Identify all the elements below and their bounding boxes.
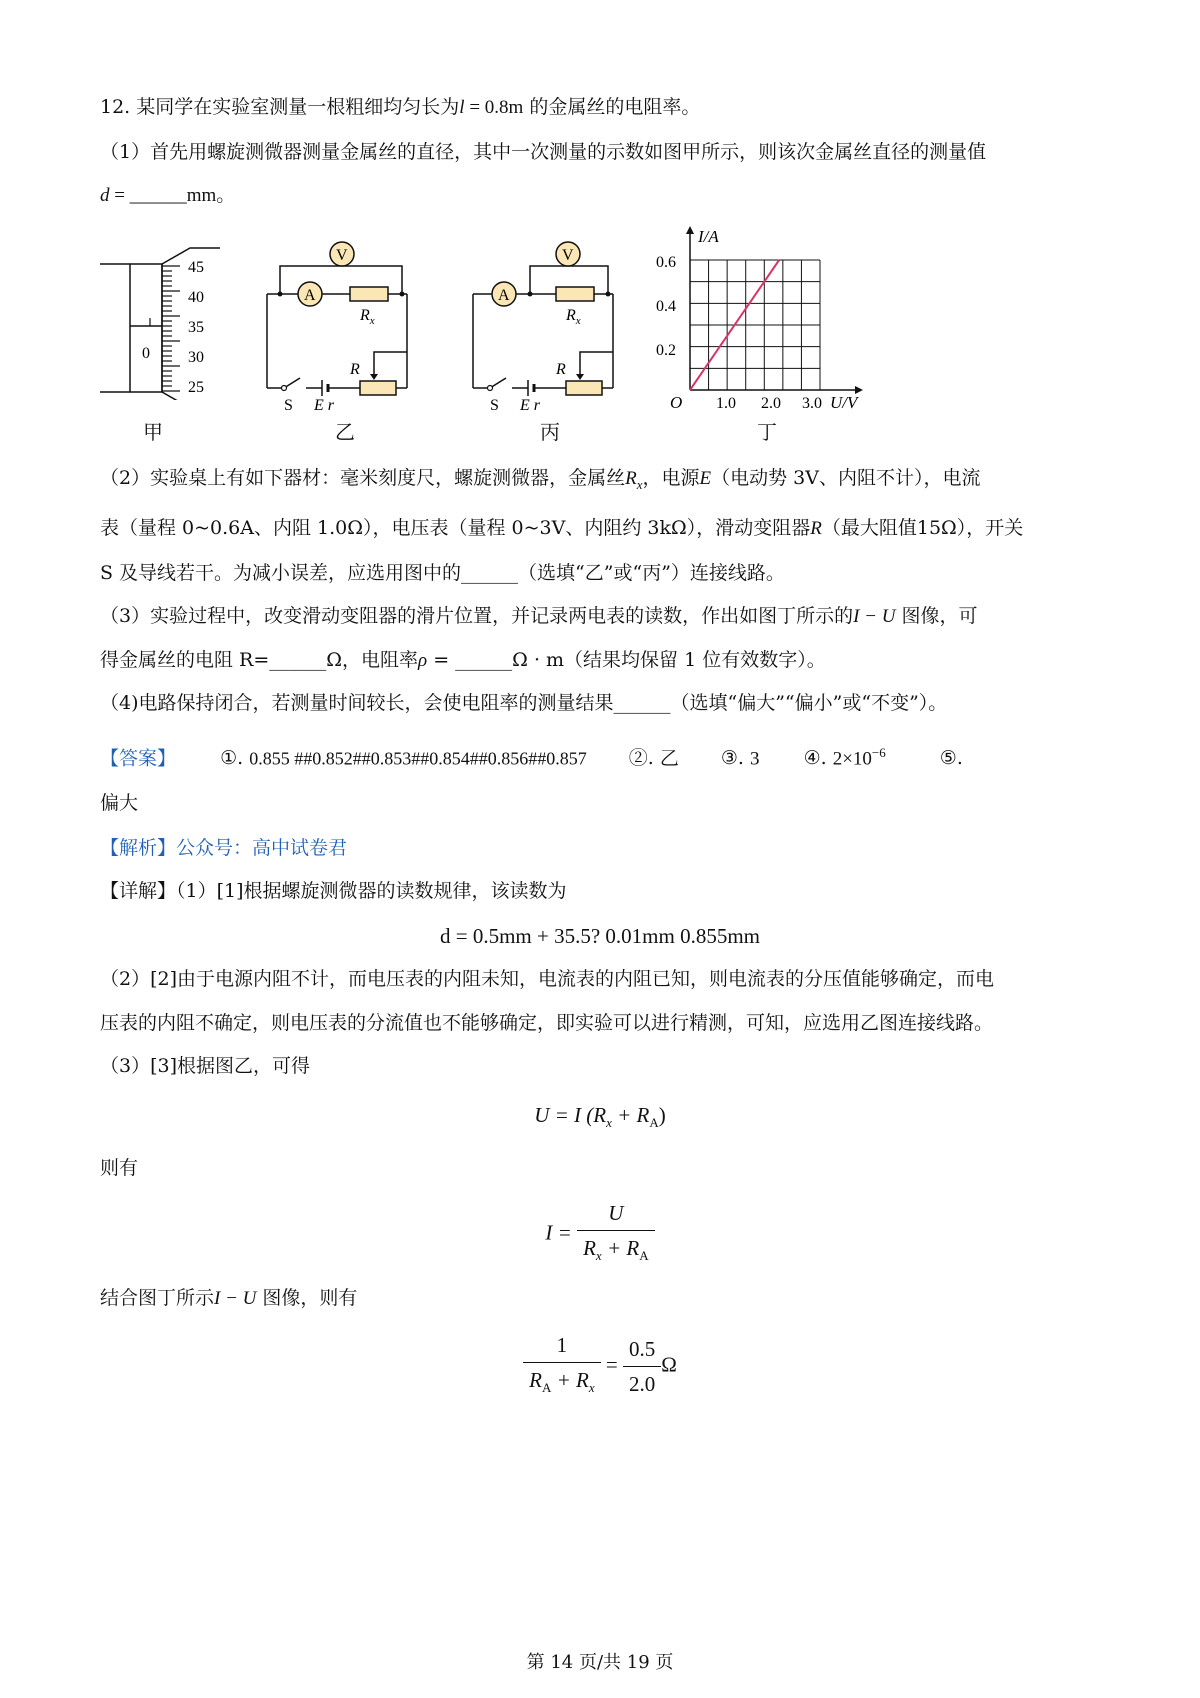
y-tick-label: 0.2 <box>656 342 676 359</box>
equation-4-rden: 2.0 <box>628 1372 656 1397</box>
combine-text: 结合图丁所示 <box>100 1287 215 1309</box>
den-part: + R <box>601 1236 640 1260</box>
equation-2-text: + R <box>611 1103 650 1127</box>
part3-text: 图像，可 <box>895 605 978 627</box>
tick-label: 30 <box>188 349 204 366</box>
equation-2-text: ) <box>658 1103 666 1127</box>
answer-mark: ⑤. <box>939 747 963 770</box>
part2-line2 <box>100 515 1023 542</box>
equation-2 <box>0 1102 1200 1136</box>
analysis-text: 公众号：高中试卷君 <box>176 837 348 859</box>
figure-label-bing: 丙 <box>540 420 560 444</box>
part2-text: （2）实验桌上有如下器材：毫米刻度尺，螺旋测微器，金属丝 <box>100 467 626 489</box>
den-part: R <box>583 1236 596 1260</box>
part2-text: 表（量程 0~0.6A、内阻 1.0Ω），电压表（量程 0~3V、内阻约 3kΩ），滑动变阻器 <box>100 517 811 539</box>
den-part: + R <box>551 1368 589 1392</box>
answer-2: 乙 <box>659 747 679 770</box>
equation-4-rnum: 0.5 <box>623 1334 661 1367</box>
figure-label-ding: 丁 <box>757 420 777 444</box>
detail-tag: 【详解】 <box>100 880 177 902</box>
rho-var: ρ <box>418 650 428 671</box>
diameter-var: d <box>100 185 110 206</box>
x-tick-label: 1.0 <box>716 395 736 412</box>
answer-4-exp: −6 <box>871 745 886 760</box>
den-sub: A <box>639 1248 649 1264</box>
equation-1-text: d = 0.5mm + 35.5? 0.01mm 0.855mm <box>439 924 760 948</box>
figure-label-jia: 甲 <box>143 420 163 444</box>
ammeter-label: A <box>498 287 510 304</box>
main-scale-zero: 0 <box>142 345 150 362</box>
answer-line <box>100 740 963 772</box>
detail-text: （1）[1]根据螺旋测微器的读数规律，该读数为 <box>176 880 567 902</box>
den-sub: x <box>595 1248 602 1264</box>
tick-label: 25 <box>188 379 204 396</box>
y-axis-label: I/A <box>698 227 719 246</box>
part1-line1: （1）首先用螺旋测微器测量金属丝的直径，其中一次测量的示数如图甲所示，则该次金属丝直径的测量值 <box>100 141 987 163</box>
analysis-tag: 【解析】 <box>100 837 177 859</box>
equation-4-num: 1 <box>523 1330 601 1363</box>
micrometer-figure <box>100 240 240 400</box>
analysis-line <box>100 835 347 861</box>
part3-line2 <box>100 647 826 674</box>
answer-tag: 【答案】 <box>100 747 177 770</box>
voltmeter-label: V <box>336 247 348 264</box>
origin-label: O <box>670 393 683 412</box>
equation-3-lhs: I = <box>545 1220 572 1245</box>
part2-text: （电动势 3V、内阻不计），电流 <box>711 467 981 489</box>
iu-graph-figure <box>650 222 880 417</box>
part3-text: 得金属丝的电阻 R=______Ω，电阻率 <box>100 649 419 671</box>
part2-line1 <box>100 465 980 498</box>
rheostat-label: R <box>556 361 566 378</box>
equation-4-lfraction <box>523 1330 601 1403</box>
part3-text: = ______Ω · m（结果均保留 1 位有效数字）。 <box>427 649 826 671</box>
x-tick-label: 3.0 <box>802 395 822 412</box>
detail-line1 <box>100 878 567 904</box>
equation-4-equals: = <box>605 1352 618 1377</box>
question-number: 12. <box>100 96 131 118</box>
y-tick-label: 0.6 <box>656 254 676 271</box>
answer-1: 0.855 ##0.852##0.853##0.854##0.856##0.857 <box>249 748 587 769</box>
resistor-label: R <box>360 307 370 324</box>
ammeter-label: A <box>304 287 316 304</box>
circuit-yi-figure <box>262 240 422 410</box>
equation-3 <box>0 1198 1200 1271</box>
svg-text:Rx <box>565 307 581 327</box>
switch-label: S <box>284 397 293 410</box>
part2-text: ，电源 <box>642 467 700 489</box>
circuit-bing-figure <box>468 240 628 410</box>
part1-line2 <box>100 182 235 209</box>
tick-label: 35 <box>188 319 204 336</box>
answer-mark: ①. <box>220 747 244 770</box>
answer-4: 2×10 <box>832 748 872 770</box>
part3-text: （3）实验过程中，改变滑动变阻器的滑片位置，并记录两电表的读数，作出如图丁所示的 <box>100 605 854 627</box>
part3-line1 <box>100 603 978 630</box>
r-var: R <box>810 518 822 539</box>
den-part: R <box>529 1368 542 1392</box>
equation-2-text: U = I (R <box>534 1103 607 1127</box>
equation-2-sub: x <box>606 1115 612 1131</box>
switch-label: S <box>490 397 499 410</box>
equation-3-fraction <box>577 1198 655 1271</box>
part2-line3: S 及导线若干。为减小误差，应选用图中的______（选填“乙”或“丙”）连接线路。 <box>100 562 785 584</box>
den-sub: x <box>588 1380 595 1396</box>
question-intro <box>100 94 700 121</box>
detail-line2: （2）[2]由于电源内阻不计，而电压表的内阻未知，电流表的内阻已知，则电流表的分压值能够确定，而电 <box>100 968 995 990</box>
then-label: 则有 <box>100 1157 139 1179</box>
x-axis-label: U/V <box>830 393 858 412</box>
tick-label: 40 <box>188 289 204 306</box>
length-var: l <box>459 97 465 118</box>
answer-mark: ②. <box>628 747 654 770</box>
diameter-blank: = ______mm。 <box>109 185 236 206</box>
equation-4-rfraction <box>623 1334 661 1399</box>
answer-mark: ③. <box>720 747 744 770</box>
e-var: E <box>699 468 712 489</box>
equation-3-den <box>577 1231 655 1271</box>
page-footer: 第 14 页/共 19 页 <box>526 1652 674 1673</box>
combine-line <box>100 1285 357 1312</box>
figure-label-yi: 乙 <box>335 420 355 444</box>
part2-text: （最大阻值15Ω），开关 <box>821 517 1024 539</box>
y-tick-label: 0.4 <box>656 298 676 315</box>
resistor-label: R <box>566 307 576 324</box>
source-label: E r <box>520 397 540 410</box>
equation-2-sub: A <box>649 1115 659 1131</box>
detail-line4: （3）[3]根据图乙，可得 <box>100 1055 311 1077</box>
intro-text: 某同学在实验室测量一根粗细均匀长为 <box>136 96 460 118</box>
equation-3-num: U <box>577 1198 655 1231</box>
intro-text-end: 的金属丝的电阻率。 <box>523 96 701 118</box>
den-sub: A <box>541 1380 552 1396</box>
iu-var: I − U <box>853 606 896 627</box>
svg-text:Rx <box>359 307 375 327</box>
resistor-sub: x <box>369 315 375 327</box>
part4-line: （4)电路保持闭合，若测量时间较长，会使电阻率的测量结果______（选填“偏大”“偏小”或“不变”）。 <box>100 692 948 714</box>
resistor-sub: x <box>575 315 581 327</box>
source-label: E r <box>314 397 334 410</box>
rx-sub: x <box>636 476 643 492</box>
voltmeter-label: V <box>562 247 574 264</box>
detail-line3: 压表的内阻不确定，则电压表的分流值也不能够确定，即实验可以进行精测，可知，应选用乙图连接线路。 <box>100 1012 994 1034</box>
equation-4-unit: Ω <box>661 1352 677 1377</box>
equation-4 <box>0 1330 1200 1403</box>
rheostat-label: R <box>350 361 360 378</box>
answer-mark: ④. <box>803 747 827 770</box>
x-tick-label: 2.0 <box>761 395 781 412</box>
tick-label: 45 <box>188 259 204 276</box>
equation-4-den <box>523 1363 601 1403</box>
equation-1 <box>0 923 1200 949</box>
answer-5: 偏大 <box>100 792 139 814</box>
iu-var: I − U <box>214 1288 257 1309</box>
length-value: = 0.8m <box>464 97 524 118</box>
answer-3: 3 <box>750 748 760 770</box>
combine-text: 图像，则有 <box>256 1287 358 1309</box>
rx-var: R <box>625 468 637 489</box>
